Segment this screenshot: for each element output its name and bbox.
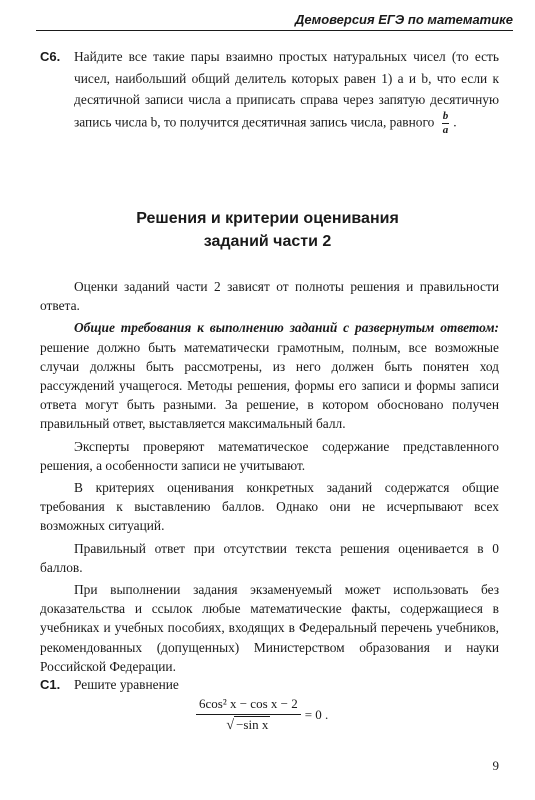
task-text xyxy=(74,46,499,136)
section-title-line2: заданий части 2 xyxy=(203,233,332,250)
task-c6 xyxy=(40,46,499,136)
fraction-numerator: b xyxy=(442,109,449,122)
task-c1-text: Решите уравнение xyxy=(74,677,179,692)
task-c1 xyxy=(40,674,499,696)
section-title-line1: Решения и критерии оценивания xyxy=(136,210,399,227)
sqrt-radicand: −sin x xyxy=(236,717,269,732)
equation-numerator: 6cos² x − cos x − 2 xyxy=(196,696,301,715)
equation-denominator xyxy=(196,715,301,734)
task-number: С6. xyxy=(40,49,61,64)
criteria-text xyxy=(40,277,499,679)
paragraph-2-lead: Общие требования к выполнению заданий с развернутым ответом: xyxy=(74,320,499,336)
paragraph-5: Правильный ответ при отсутствии текста решения оценивается в 0 баллов. xyxy=(40,540,499,575)
fraction-denominator: a xyxy=(442,123,449,136)
fraction-b-over-a xyxy=(442,111,450,136)
paragraph-3: Эксперты проверяют математическое содержание представленного решения, а особенности записи не учитывают. xyxy=(40,438,499,473)
task-number: С1. xyxy=(40,677,61,692)
running-head: Демоверсия ЕГЭ по математике xyxy=(36,12,513,31)
paragraph-2-rest: решение должно быть математически грамотным, полным, все возможные случаи должны быть рассмотрены, из него должен быть понятен ход рассуждений учащегося. Методы решения, формы его записи и формы записи ответа могут быть разными. За решение, в котором обосновано получен правильный ответ, выставляется максимальный балл. xyxy=(40,339,499,432)
paragraph-1: Оценки заданий части 2 зависят от полноты решения и правильности ответа. xyxy=(40,279,499,314)
equation xyxy=(196,696,328,734)
paragraph-6: При выполнении задания экзаменуемый может использовать без доказательства и ссылок любые математические факты, содержащиеся в учебниках и учебных пособиях, входящих в Федеральный перечень учебников, рекомендованных (допущенных) Министерством образования и науки Российской Федерации. xyxy=(40,582,499,674)
section-title xyxy=(0,207,535,253)
equation-fraction xyxy=(196,696,301,734)
equation-rhs: = 0 . xyxy=(304,707,329,722)
sqrt-icon: √ xyxy=(226,718,235,733)
paragraph-2 xyxy=(40,318,499,433)
task-text-main: Найдите все такие пары взаимно простых натуральных чисел (то есть чисел, наибольший общий делитель которых равен 1) a и b, что если к десятичной записи числа a приписать справа через запятую десятичную запись числа b, то получится десятичная запись числа, равного xyxy=(74,49,499,130)
paragraph-4: В критериях оценивания конкретных заданий содержатся общие требования к выставлению баллов. Однако они не исчерпывают всех возможных ситуаций. xyxy=(40,480,499,534)
task-text-end: . xyxy=(453,114,457,130)
page-number: 9 xyxy=(492,758,499,773)
